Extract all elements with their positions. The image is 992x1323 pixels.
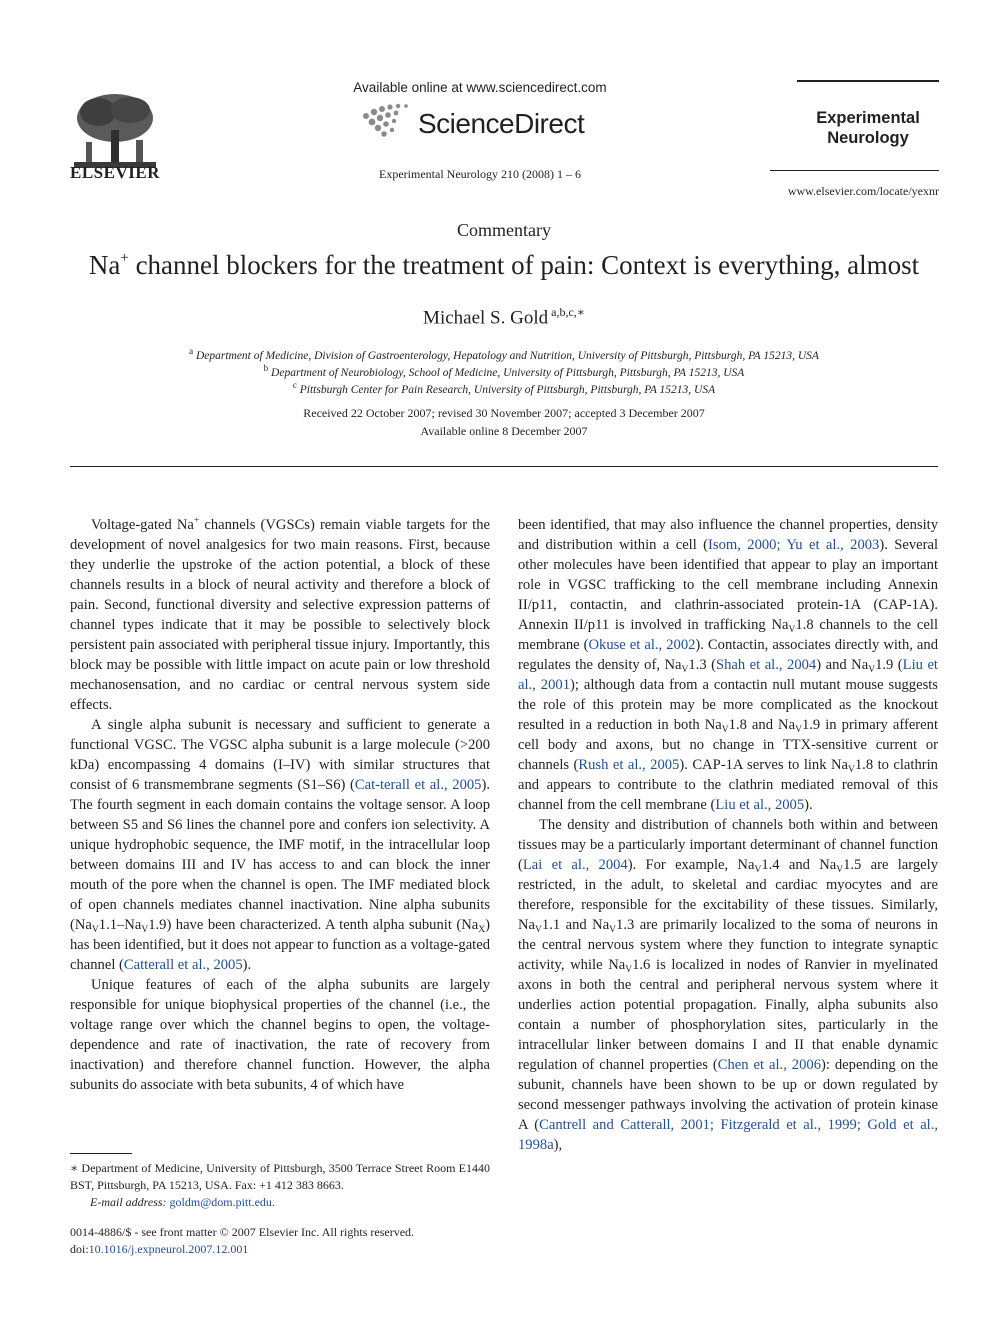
publisher-logo-text: ELSEVIER bbox=[70, 163, 160, 182]
header-divider bbox=[70, 466, 938, 467]
ref-link[interactable]: Cat- bbox=[354, 777, 380, 793]
ref-link[interactable]: 2002 bbox=[666, 637, 696, 653]
paragraph: been identified, that may also influence the channel properties, density and distribution within a cell (Isom, 2000; Yu et al., 2003). Several other molecules have been identified that appear to play an important role in VGSC trafficking to the cell membrane including Annexin II/p11, contactin, and clathrin-associated protein-1A (CAP-1A). Annexin II/p11 is involved in trafficking $Na_V1.8$ channels to the cell membrane (Okuse et al., 2002). Contactin, associates directly with, and regulates the density of, $Na_V1.3$ (Shah et al., 2004) and $Na_V1.9$ (Liu et al., 2001); although data from a contactin null mutant mouse suggests the role of this protein may be more complicated as the knockout resulted in a reduction in both $Na_V1.8$ and $Na_V1.9$ in primary afferent cell body and axons, but no change in TTX-sensitive current or channels (Rush et al., 2005). CAP-1A serves to link $Na_V1.8$ to clathrin and appears to contribute to the clathrin mediated removal of this channel from the cell membrane (Liu et al., 2005). bbox=[518, 517, 939, 813]
ref-link[interactable]: Lai et al., 2004 bbox=[522, 857, 628, 873]
ref-link[interactable]: Cantrell and bbox=[539, 1117, 614, 1133]
aff-text: Department of Medicine, Division of Gastroenterology, Hepatology and Nutrition, University of Pittsburgh, Pittsburgh, PA 15213, USA bbox=[193, 349, 819, 362]
available-online: Available online at www.sciencedirect.com bbox=[353, 80, 607, 95]
aff-text: Pittsburgh Center for Pain Research, University of Pittsburgh, Pittsburgh, PA 15213, USA bbox=[296, 383, 716, 396]
ref-link[interactable]: Rush et al., 2005 bbox=[578, 757, 680, 773]
email-link[interactable]: goldm@dom.pitt.edu bbox=[169, 1195, 272, 1209]
ref-link[interactable]: Isom, 2000; Yu et al., bbox=[708, 537, 844, 553]
email-label: E-mail address: bbox=[90, 1195, 167, 1209]
available-date: Available online 8 December 2007 bbox=[420, 424, 588, 438]
journal-bottom-rule bbox=[770, 170, 939, 171]
aff-mark: b bbox=[263, 363, 269, 373]
doi-label: doi: bbox=[70, 1242, 89, 1256]
article-title bbox=[0, 250, 992, 281]
affiliation-c bbox=[0, 380, 992, 396]
aff-mark: a bbox=[189, 346, 194, 356]
journal-top-rule bbox=[797, 80, 939, 82]
copyright-block bbox=[70, 1224, 490, 1258]
affiliation-a bbox=[0, 346, 992, 362]
title-na: Na bbox=[88, 250, 121, 280]
author-marks[interactable]: a,b,c,∗ bbox=[548, 305, 585, 319]
copyright-text: 0014-4886/$ - see front matter © 2007 Elsevier Inc. All rights reserved. bbox=[70, 1225, 415, 1239]
title-plus: + bbox=[120, 250, 129, 266]
sciencedirect-dots-icon bbox=[360, 100, 416, 144]
ref-link[interactable]: Liu bbox=[715, 797, 736, 813]
ref-link[interactable]: Okuse et al., bbox=[588, 637, 663, 653]
journal-name-line1: Experimental bbox=[816, 109, 920, 127]
ref-link[interactable]: et al., 2006 bbox=[753, 1057, 821, 1073]
ref-link[interactable]: et al., 2005 bbox=[739, 797, 805, 813]
sciencedirect-wordmark: ScienceDirect bbox=[418, 108, 585, 139]
ref-link[interactable]: Shah et al., 2004 bbox=[715, 657, 817, 673]
author-name: Michael S. Gold bbox=[423, 307, 549, 329]
paragraph: Voltage-gated Na+ channels (VGSCs) remain viable targets for the development of novel analgesics for two main reasons. First, because they underlie the upstroke of the action potential, a block of these channels results in a block of neural activity and therefore a block of pain. Second, functional diversity and selective expression patterns of channel types indicate that it may be possible to selectively block persistent pain associated with peripheral tissue injury. Importantly, this block may be possible with little impact on acute pain or low threshold mechanosensation, and no cardiac or central nervous system side effects. bbox=[70, 516, 490, 713]
paragraph: The density and distribution of channels both within and between tissues may be a particularly important determinant of channel function (Lai et al., 2004). For example, $Na_V1.4$ and $Na_V1.5$ are largely restricted, in the adult, to skeletal and cardiac myocytes and are therefore, responsible for the excitability of these tissues. Similarly, $Na_V1.1$ and $Na_V1.3$ are primarily localized to the soma of neurons in the central nervous system where they function to integrate synaptic activity, while $Na_V1.6$ is localized in nodes of Ranvier in myelinated axons in both the central and peripheral nervous system where it underlies action potential propagation. Finally, alpha subunits also contain a number of phosphorylation sites, particularly in the intracellular linker between domains I and II that enable dynamic regulation of channel properties (Chen et al., 2006): depending on the subunit, channels have been shown to be up or down regulated by second messenger pathways involving the activation of protein kinase A (Cantrell and Catterall, 2001; Fitzgerald et al., 1999; Gold et al., 1998a), bbox=[518, 817, 939, 1153]
ref-link[interactable]: Chen bbox=[717, 1057, 749, 1073]
body-column-left bbox=[70, 515, 490, 1095]
ref-link[interactable]: 2001 bbox=[540, 677, 570, 693]
journal-url[interactable]: www.elsevier.com/locate/yexnr bbox=[787, 184, 939, 198]
article-type: Commentary bbox=[457, 220, 551, 240]
body-column-right bbox=[518, 515, 938, 1155]
sciencedirect-logo[interactable] bbox=[360, 100, 600, 144]
title-rest: channel blockers for the treatment of pain: Context is everything, almost bbox=[128, 250, 920, 280]
paragraph: Unique features of each of the alpha subunits are largely responsible for unique biophysical properties of the channel (i.e., the voltage range over which the channel begins to open, the voltage-dependence and rate of inactivation, the rate of recovery from inactivation) and therefore channel function. However, the alpha subunits do associate with beta subunits, 4 of which have bbox=[70, 977, 490, 1093]
journal-citation: Experimental Neurology 210 (2008) 1 – 6 bbox=[379, 167, 581, 181]
affiliation-b bbox=[0, 363, 992, 379]
ref-link[interactable]: terall et al., 2005 bbox=[380, 777, 482, 793]
author-line bbox=[0, 305, 992, 329]
corresponding-author-footnote: ∗ Department of Medicine, University of Pittsburgh, 3500 Terrace Street Room E1440 BST, Pittsburgh, PA 15213, USA. Fax: +1 412 383 8663. E-mail address: goldm@dom.pitt.edu. bbox=[70, 1161, 490, 1209]
received-dates: Received 22 October 2007; revised 30 November 2007; accepted 3 December 2007 bbox=[303, 406, 705, 420]
footnote-rule bbox=[70, 1153, 132, 1154]
doi-link[interactable]: 10.1016/j.expneurol.2007.12.001 bbox=[88, 1242, 249, 1256]
footnote-text: ∗ Department of Medicine, University of Pittsburgh, 3500 Terrace Street Room E1440 BST, Pittsburgh, PA 15213, USA. Fax: +1 412 383 8663. bbox=[70, 1161, 490, 1192]
paragraph: A single alpha subunit is necessary and sufficient to generate a functional VGSC. The VGSC alpha subunit is a large molecule (>200 kDa) encompassing 4 domains (I–IV) with similar structures that consist of 6 transmembrane segments (S1–S6) (Cat-terall et al., 2005). The fourth segment in each domain contains the voltage sensor. A loop between S5 and S6 lines the channel pore and confers ion selectivity. A unique hydrophobic sequence, the IMF motif, in the intracellular loop between domains III and IV has access to and can block the inner mouth of the pore when the channel is open. The IMF mediated block of open channels mediates channel inactivation. Nine alpha subunits $(Na_V1.1-Na_V1.9)$ have been characterized. A tenth alpha subunit $(Na_X)$ has been identified, but it does not appear to function as a voltage-gated channel (Catterall et al., 2005). bbox=[70, 717, 490, 973]
ref-link[interactable]: Liu et al., bbox=[518, 657, 938, 693]
aff-mark: c bbox=[292, 380, 297, 390]
ref-link[interactable]: Catterall, 2001; Fitzgerald et al., 1999; Gold et al., 1998a bbox=[518, 1117, 939, 1153]
aff-text: Department of Neurobiology, School of Medicine, University of Pittsburgh, Pittsburgh, PA 15213, USA bbox=[268, 366, 745, 379]
journal-name bbox=[797, 108, 939, 148]
journal-name-line2: Neurology bbox=[827, 129, 909, 147]
ref-link[interactable]: Catterall et al., 2005 bbox=[123, 957, 243, 973]
ref-link[interactable]: 2003 bbox=[850, 537, 880, 553]
